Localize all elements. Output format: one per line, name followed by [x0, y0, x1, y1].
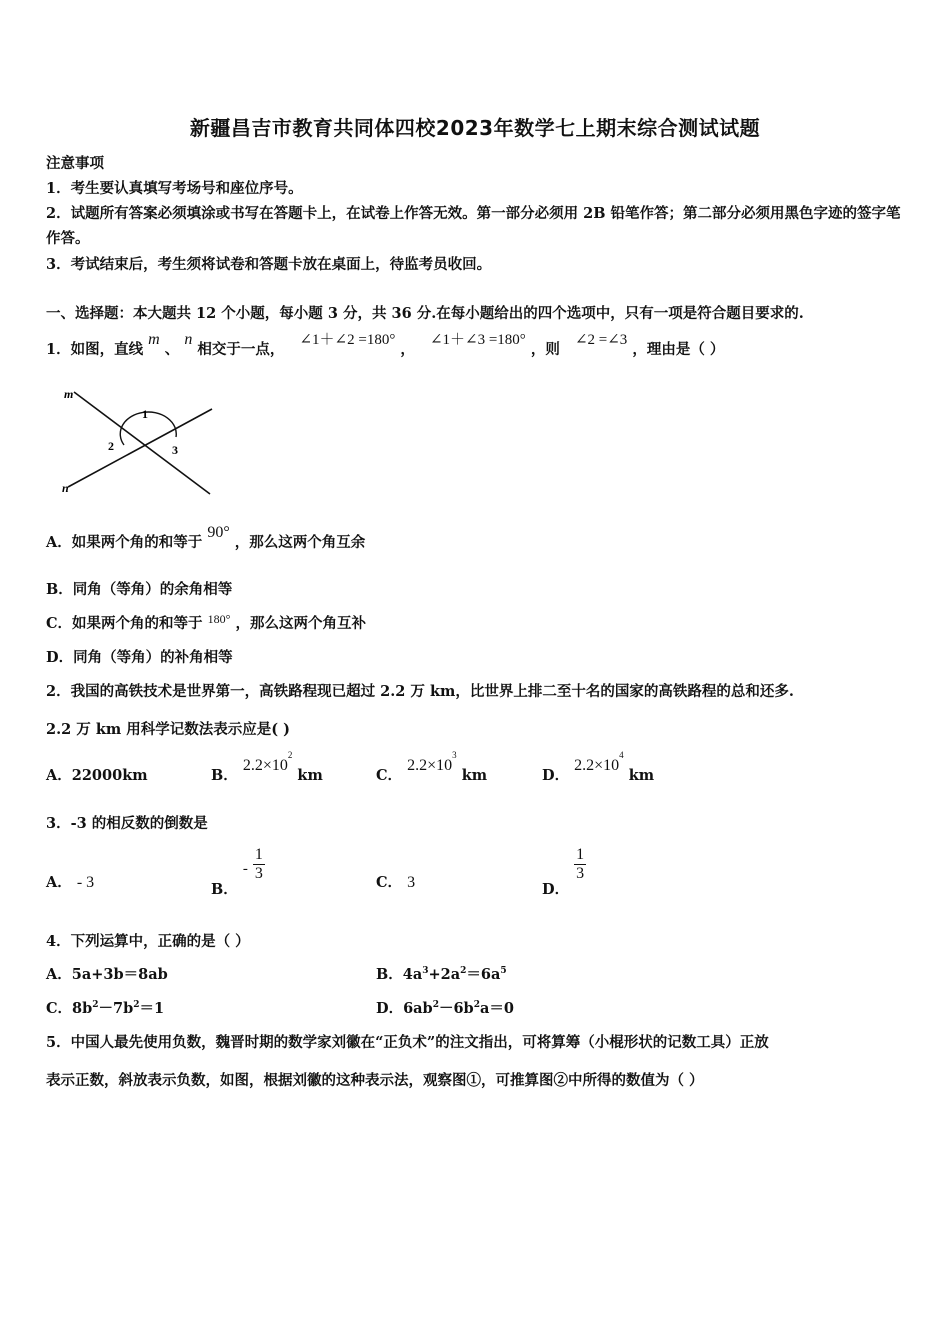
- q1-option-d[interactable]: D．同角（等角）的补角相等: [46, 649, 233, 666]
- question-5-line-1: 5．中国人最先使用负数，魏晋时期的数学家刘徽在“正负术”的注文指出，可将算筹（小棍形状的记数工具）正放: [46, 1034, 769, 1051]
- notice-item-1: 1．考生要认真填写考场号和座位序号。: [46, 180, 303, 197]
- q4-option-c-exp-1: 2: [92, 1000, 99, 1011]
- q2-option-c-exp: 3: [452, 750, 457, 761]
- question-3-stem: 3．-3 的相反数的倒数是: [46, 815, 208, 832]
- q3-option-d-label: D．: [542, 880, 570, 898]
- figure-label-2: 2: [108, 439, 114, 453]
- q2-option-c[interactable]: [376, 750, 488, 785]
- q2-option-b-label: B．: [211, 767, 238, 784]
- q2-option-a[interactable]: A．22000km: [46, 767, 148, 784]
- notice-item-2: 2．试题所有答案必须填涂或书写在答题卡上，在试卷上作答无效。第一部分必须用 2B 铅笔作答；第二部分必须用黑色字迹的签字笔作答。: [46, 205, 901, 247]
- notice-heading: 注意事项: [46, 155, 104, 172]
- q1-text-1: 1．如图，直线: [46, 341, 144, 358]
- q1-text-4: ，理由是（ ）: [632, 341, 725, 358]
- q3-option-c-value: 3: [407, 874, 416, 891]
- q3-option-c-label: C．: [376, 874, 403, 891]
- q3-option-d-fraction: [574, 846, 586, 883]
- question-5-line-2: 表示正数，斜放表示负数，如图，根据刘徽的这种表示法，观察图①，可推算图②中所得的数值为（ ）: [46, 1072, 704, 1089]
- question-1-stem: [46, 331, 725, 359]
- q3-option-b[interactable]: [211, 846, 265, 898]
- q3-option-b-label: B．: [211, 880, 238, 898]
- q3-option-c[interactable]: [376, 871, 415, 892]
- q3-option-b-numerator: 1: [254, 846, 263, 863]
- q3-option-d-numerator: 1: [576, 846, 585, 863]
- q3-option-b-sign: -: [242, 860, 248, 877]
- q2-option-c-label: C．: [376, 767, 403, 784]
- q1-sep: 、: [164, 341, 180, 358]
- q1-line-m: m: [148, 331, 160, 348]
- q3-option-b-fraction: [253, 846, 265, 883]
- q1-option-c-math: 180°: [207, 612, 231, 626]
- q4-option-c[interactable]: [46, 997, 164, 1018]
- q2-option-b-unit: km: [297, 767, 323, 784]
- q4-option-c-exp-2: 2: [133, 1000, 140, 1011]
- q4-option-d-part-2: －6b: [438, 1000, 474, 1017]
- q4-option-c-part-3: ＝1: [139, 1000, 165, 1017]
- q2-option-c-unit: km: [461, 767, 488, 784]
- q4-option-d-exp-1: 2: [432, 1000, 439, 1011]
- q2-option-d-label: D．: [542, 767, 570, 784]
- q4-option-d-exp-2: 2: [473, 1000, 480, 1011]
- q4-option-c-part-2: －7b: [98, 1000, 134, 1017]
- notice-item-3: 3．考试结束后，考生须将试卷和答题卡放在桌面上，待监考员收回。: [46, 256, 492, 273]
- q1-comma: ，: [400, 341, 415, 358]
- q4-option-d-part-3: a＝0: [479, 1000, 514, 1017]
- q2-option-d-exp: 4: [619, 750, 624, 761]
- question-2-line-2: 2.2 万 km 用科学记数法表示应是( ): [46, 721, 291, 738]
- q2-option-d[interactable]: [542, 750, 655, 785]
- q1-line-n: n: [184, 331, 193, 348]
- q1-option-a-math: 90°: [207, 524, 230, 541]
- q4-option-b-exp-3: 5: [500, 966, 507, 977]
- figure-label-m: m: [64, 387, 74, 401]
- q1-option-c-text-2: ，那么这两个角互补: [235, 615, 366, 632]
- figure-angle-arc: [120, 412, 176, 445]
- q3-option-d[interactable]: [542, 846, 586, 898]
- q4-option-b-part-2: +2a: [428, 966, 461, 983]
- figure-label-1: 1: [142, 407, 148, 421]
- q4-option-a[interactable]: A．5a+3b＝8ab: [46, 966, 168, 983]
- figure-label-n: n: [62, 481, 69, 495]
- q2-option-d-unit: km: [628, 767, 655, 784]
- figure-line-n: [68, 409, 212, 487]
- q2-option-b-base: 2.2×10: [242, 757, 288, 774]
- q4-option-b-part-1: B．4a: [376, 966, 423, 983]
- question-4-stem: 4．下列运算中，正确的是（ ）: [46, 933, 250, 950]
- q3-option-a-value: - 3: [76, 874, 95, 891]
- q3-option-d-denominator: 3: [576, 865, 585, 882]
- q2-option-b-exp: 2: [287, 750, 293, 761]
- q3-option-a[interactable]: [46, 871, 94, 892]
- q4-option-d-part-1: D．6ab: [376, 1000, 433, 1017]
- q4-option-c-part-1: C．8b: [46, 1000, 93, 1017]
- q1-option-c[interactable]: [46, 612, 366, 633]
- q3-option-a-label: A．: [46, 874, 72, 891]
- q1-option-c-text: C．如果两个角的和等于: [46, 615, 203, 632]
- q2-option-d-base: 2.2×10: [574, 757, 620, 774]
- page-title: 新疆昌吉市教育共同体四校2023年数学七上期末综合测试试题: [189, 116, 761, 140]
- question-2-line-1: 2．我国的高铁技术是世界第一，高铁路程现已超过 2.2 万 km，比世界上排二至十名的国家的高铁路程的总和还多.: [46, 683, 794, 700]
- q1-equation-2: ∠1＋∠3 =180°: [429, 332, 526, 348]
- q1-equation-3: ∠2 =∠3: [574, 332, 628, 348]
- section-heading: 一、选择题：本大题共 12 个小题，每小题 3 分，共 36 分.在每小题给出的四个选项中，只有一项是符合题目要求的.: [46, 305, 804, 322]
- q4-option-b-part-3: ＝6a: [466, 966, 501, 983]
- q4-option-d[interactable]: [376, 997, 514, 1018]
- q1-option-b[interactable]: B．同角（等角）的余角相等: [46, 581, 233, 598]
- q2-option-b[interactable]: [211, 750, 323, 785]
- q4-option-b[interactable]: [376, 963, 507, 984]
- figure-label-3: 3: [172, 443, 178, 457]
- q3-option-b-denominator: 3: [254, 865, 263, 882]
- q2-option-c-base: 2.2×10: [407, 757, 453, 774]
- q1-text-2: 相交于一点，: [197, 341, 285, 358]
- q1-figure: [60, 382, 220, 497]
- q4-option-b-exp-1: 3: [422, 966, 429, 977]
- q4-option-b-exp-2: 2: [460, 966, 467, 977]
- q1-option-a-text: A．如果两个角的和等于: [46, 534, 203, 551]
- q1-option-a-text-2: ，那么这两个角互余: [234, 534, 366, 551]
- q1-option-a[interactable]: [46, 524, 366, 552]
- q1-equation-1: ∠1＋∠2 =180°: [299, 332, 396, 348]
- q1-text-3: ，则: [530, 341, 560, 358]
